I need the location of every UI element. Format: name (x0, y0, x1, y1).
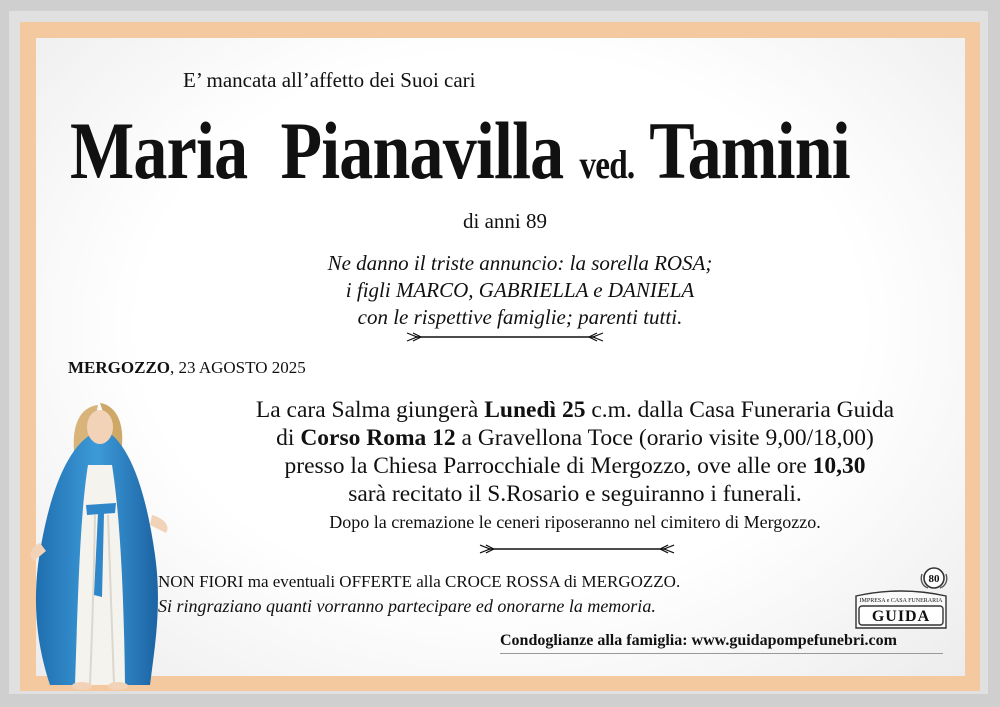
name-middle: Pianavilla (280, 105, 564, 196)
funeral-time: 10,30 (812, 453, 866, 479)
funeral-text: sarà recitato il S.Rosario e seguiranno i funerali. (348, 481, 802, 507)
no-flowers-text: NON FIORI ma eventuali OFFERTE alla CROCE ROSSA di MERGOZZO. (158, 572, 681, 591)
name-ved: ved. (579, 142, 635, 187)
deceased-name (70, 104, 850, 198)
cremation-text: Dopo la cremazione le ceneri riposeranno nel cimitero di Mergozzo. (329, 512, 821, 532)
funeral-address: Corso Roma 12 (300, 425, 456, 451)
funeral-details (150, 396, 1000, 536)
thanks-text: Si ringraziano quanti vorranno partecipare ed onorarne la memoria. (158, 596, 656, 616)
age-text: di anni 89 (463, 209, 547, 233)
logo-years: 80 (928, 573, 940, 585)
funeral-text: c.m. dalla Casa Funeraria Guida (585, 397, 895, 423)
announcement (230, 250, 810, 331)
name-last: Tamini (649, 105, 850, 196)
funeral-day: Lunedì 25 (484, 397, 586, 423)
logo-subtitle: IMPRESA e CASA FUNERARIA (859, 598, 943, 604)
logo-name: GUIDA (871, 608, 931, 625)
divider-ornament (405, 331, 605, 343)
funeral-text: La cara Salma giungerà (255, 397, 485, 423)
condolences-link[interactable]: Condoglianze alla famiglia: www.guidapompefunebri.com (500, 632, 897, 649)
announce-line: Ne danno il triste annuncio: la sorella ROSA; (327, 251, 713, 275)
funeral-text: a Gravellona Toce (orario visite 9,00/18,00) (455, 425, 874, 451)
announce-line: i figli MARCO, GABRIELLA e DANIELA (345, 278, 695, 302)
condolences-underline (500, 653, 943, 654)
funeral-text: presso la Chiesa Parrocchiale di Mergozzo, ove alle ore (284, 453, 813, 479)
madonna-image (20, 395, 180, 695)
announce-line: con le rispettive famiglie; parenti tutti. (357, 305, 683, 329)
date-text: , 23 AGOSTO 2025 (170, 358, 306, 377)
place-date (68, 358, 306, 378)
funeral-text: di (276, 425, 301, 451)
guida-logo (850, 566, 952, 636)
intro-text: E’ mancata all’affetto dei Suoi cari (183, 68, 476, 92)
name-first: Maria (70, 105, 248, 196)
divider-ornament (478, 543, 676, 555)
place-name: MERGOZZO (68, 358, 171, 377)
